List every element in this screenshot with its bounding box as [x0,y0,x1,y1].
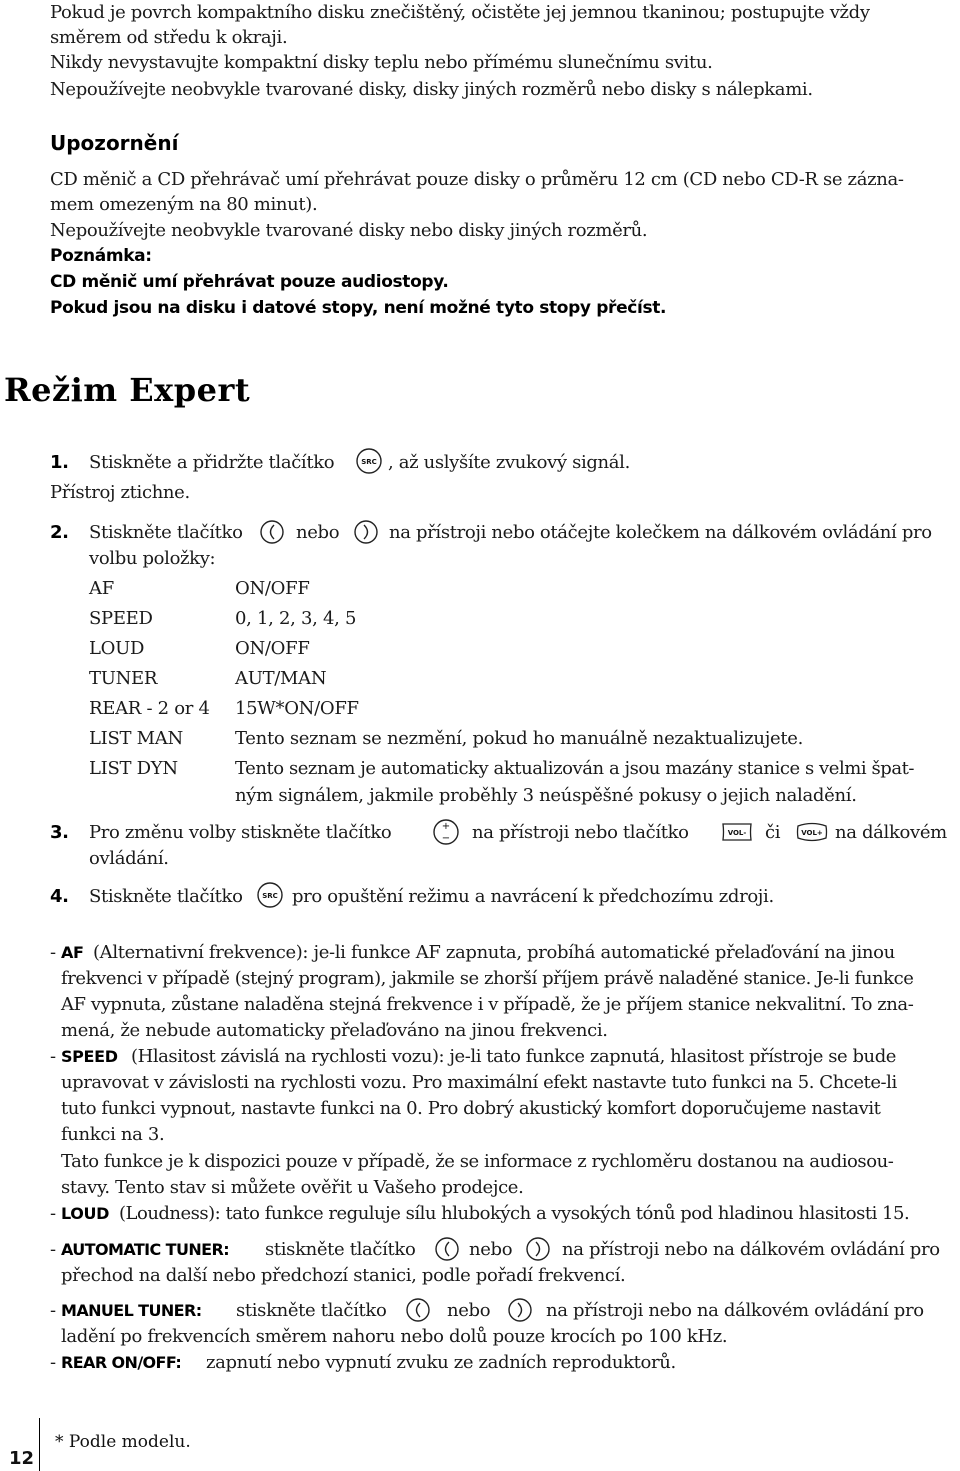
manual-tuner-line-2: ladění po frekvencích směrem nahoru nebo dolů pouze krocích po 100 kHz. [61,1326,728,1347]
option-value: Tento seznam je automaticky aktualizován a jsou mazány stanice s velmi špat- [235,758,915,779]
option-key: AF [89,578,114,599]
step-2-text-b: nebo [296,522,340,543]
manual-tuner-text-b: nebo [447,1300,491,1321]
bullet-term-rear: REAR ON/OFF: [61,1353,182,1372]
vol-minus-label: VOL- [727,829,747,837]
speed-line-5: Tato funkce je k dispozici pouze v případě, že se informace z rychloměru dostanou na audiosou- [61,1151,894,1172]
note-line-1: CD měnič umí přehrávat pouze audiostopy. [50,272,449,292]
warning-line-3: Nepoužívejte neobvykle tvarované disky nebo disky jiných rozměrů. [50,220,648,241]
step-4-text-a: Stiskněte tlačítko [89,886,243,907]
intro-line-1: Pokud je povrch kompaktního disku znečištěný, očistěte jej jemnou tkaninou; postupujte vždy [50,2,870,23]
step-2-text-a: Stiskněte tlačítko [89,522,243,543]
speed-line-6: stavy. Tento stav si můžete ověřit u Vašeho prodejce. [61,1177,524,1198]
auto-tuner-text-b: nebo [469,1239,513,1260]
speed-line-4: funkci na 3. [61,1124,165,1145]
next-button-icon [352,517,380,547]
step-3-number: 3. [50,822,69,843]
bullet-term-manuel-tuner: MANUEL TUNER: [61,1301,202,1320]
speed-line-2: upravovat v závislosti na rychlosti vozu. Pro maximální efekt nastavte tuto funkci na 5. Chcete-li [61,1072,897,1093]
step-1-text-c: Přístroj ztichne. [50,482,190,503]
speed-line-1: (Hlasitost závislá na rychlosti vozu): je-li tato funkce zapnutá, hlasitost přístroje se bude [131,1046,896,1067]
af-line-2: frekvenci v případě (stejný program), jakmile se zhorší příjem právě naladěné stanice. Je-li funkce [61,968,914,989]
option-key: LOUD [89,638,145,659]
src-button-icon-2 [256,880,284,910]
src-icon-label: SRC [361,458,377,466]
next-button-icon [506,1295,534,1325]
bullet-term-speed: SPEED [61,1047,118,1066]
rear-line-1: zapnutí nebo vypnutí zvuku ze zadních reproduktorů. [206,1352,676,1373]
step-1-text-b: , až uslyšíte zvukový signál. [388,452,630,473]
previous-button-icon [433,1234,461,1264]
step-1-text-a: Stiskněte a přidržte tlačítko [89,452,335,473]
option-value: AUT/MAN [235,668,327,689]
note-line-2: Pokud jsou na disku i datové stopy, není možné tyto stopy přečíst. [50,298,667,318]
option-value: 0, 1, 2, 3, 4, 5 [235,608,357,629]
section-title: Režim Expert [4,371,251,409]
step-3-text-e: ovládání. [89,848,169,869]
bullet-dash: - [50,1300,56,1321]
warning-heading: Upozornění [50,131,179,155]
step-4-text-b: pro opuštění režimu a navrácení k předchozímu zdroji. [292,886,774,907]
warning-line-2: mem omezeným na 80 minut). [50,194,318,215]
option-value: ON/OFF [235,638,310,659]
bullet-term-af: AF [61,943,84,962]
warning-line-1: CD měnič a CD přehrávač umí přehrávat pouze disky o průměru 12 cm (CD nebo CD-R se zázna- [50,169,904,190]
option-key: LIST MAN [89,728,183,749]
option-key: LIST DYN [89,758,178,779]
option-value-continued: ným signálem, jakmile proběhly 3 neúspěšné pokusy o jejich naladění. [235,785,857,806]
auto-tuner-line-2: přechod na další nebo předchozí stanici, podle pořadí frekvencí. [61,1265,626,1286]
volume-up-icon [795,820,829,844]
bullet-dash: - [50,1352,56,1373]
footnote: * Podle modelu. [55,1432,191,1452]
plus-sign: + [441,821,451,832]
bullet-term-loud: LOUD [61,1204,110,1223]
step-3-text-b: na přístroji nebo tlačítko [472,822,689,843]
intro-line-2: směrem od středu k okraji. [50,27,288,48]
option-value: 15W*ON/OFF [235,698,359,719]
intro-line-4: Nepoužívejte neobvykle tvarované disky, disky jiných rozměrů nebo disky s nálepkami. [50,79,813,100]
vol-plus-label: VOL+ [801,829,823,837]
plus-minus-button-icon [432,816,460,848]
af-line-3: AF vypnuta, zůstane naladěna stejná frekvence i v případě, že je příjem stanice nekvalitní. To zna- [61,994,914,1015]
step-2-text-c: na přístroji nebo otáčejte kolečkem na dálkovém ovládání pro [389,522,932,543]
manual-tuner-text-a: stiskněte tlačítko [236,1300,387,1321]
option-value: ON/OFF [235,578,310,599]
af-line-4: mená, že nebude automaticky přelaďováno na jinou frekvenci. [61,1020,608,1041]
next-button-icon [524,1234,552,1264]
bullet-term-automatic-tuner: AUTOMATIC TUNER: [61,1240,229,1259]
step-3-text-a: Pro změnu volby stiskněte tlačítko [89,822,392,843]
page-number-divider [39,1418,40,1471]
auto-tuner-text-a: stiskněte tlačítko [265,1239,416,1260]
step-3-text-d: na dálkovém [835,822,947,843]
manual-tuner-text-c: na přístroji nebo na dálkovém ovládání pro [546,1300,924,1321]
auto-tuner-text-c: na přístroji nebo na dálkovém ovládání pro [562,1239,940,1260]
option-key: TUNER [89,668,158,689]
step-2-text-d: volbu položky: [89,548,216,569]
loud-line-1: (Loudness): tato funkce reguluje sílu hlubokých a vysokých tónů pod hladinou hlasitosti 15. [119,1203,910,1224]
option-key: SPEED [89,608,153,629]
previous-button-icon [404,1295,432,1325]
previous-button-icon [258,517,286,547]
bullet-dash: - [50,1203,56,1224]
minus-sign: − [441,833,451,844]
bullet-dash: - [50,1046,56,1067]
page-number: 12 [9,1448,35,1469]
step-1-number: 1. [50,452,69,473]
step-3-text-c: či [765,822,781,843]
note-label: Poznámka: [50,246,152,266]
intro-line-3: Nikdy nevystavujte kompaktní disky teplu nebo přímému slunečnímu svitu. [50,52,713,73]
af-line-1: (Alternativní frekvence): je-li funkce AF zapnuta, probíhá automatické přelaďování na jinou [93,942,895,963]
step-2-number: 2. [50,522,69,543]
bullet-dash: - [50,942,56,963]
src-button-icon [355,446,383,476]
option-value: Tento seznam se nezmění, pokud ho manuálně nezaktualizujete. [235,728,804,749]
volume-down-icon [720,820,754,844]
bullet-dash: - [50,1239,56,1260]
option-key: REAR - 2 or 4 [89,698,210,719]
src-icon-label: SRC [262,892,278,900]
speed-line-3: tuto funkci vypnout, nastavte funkci na 0. Pro dobrý akustický komfort doporučujeme nastavit [61,1098,881,1119]
step-4-number: 4. [50,886,69,907]
